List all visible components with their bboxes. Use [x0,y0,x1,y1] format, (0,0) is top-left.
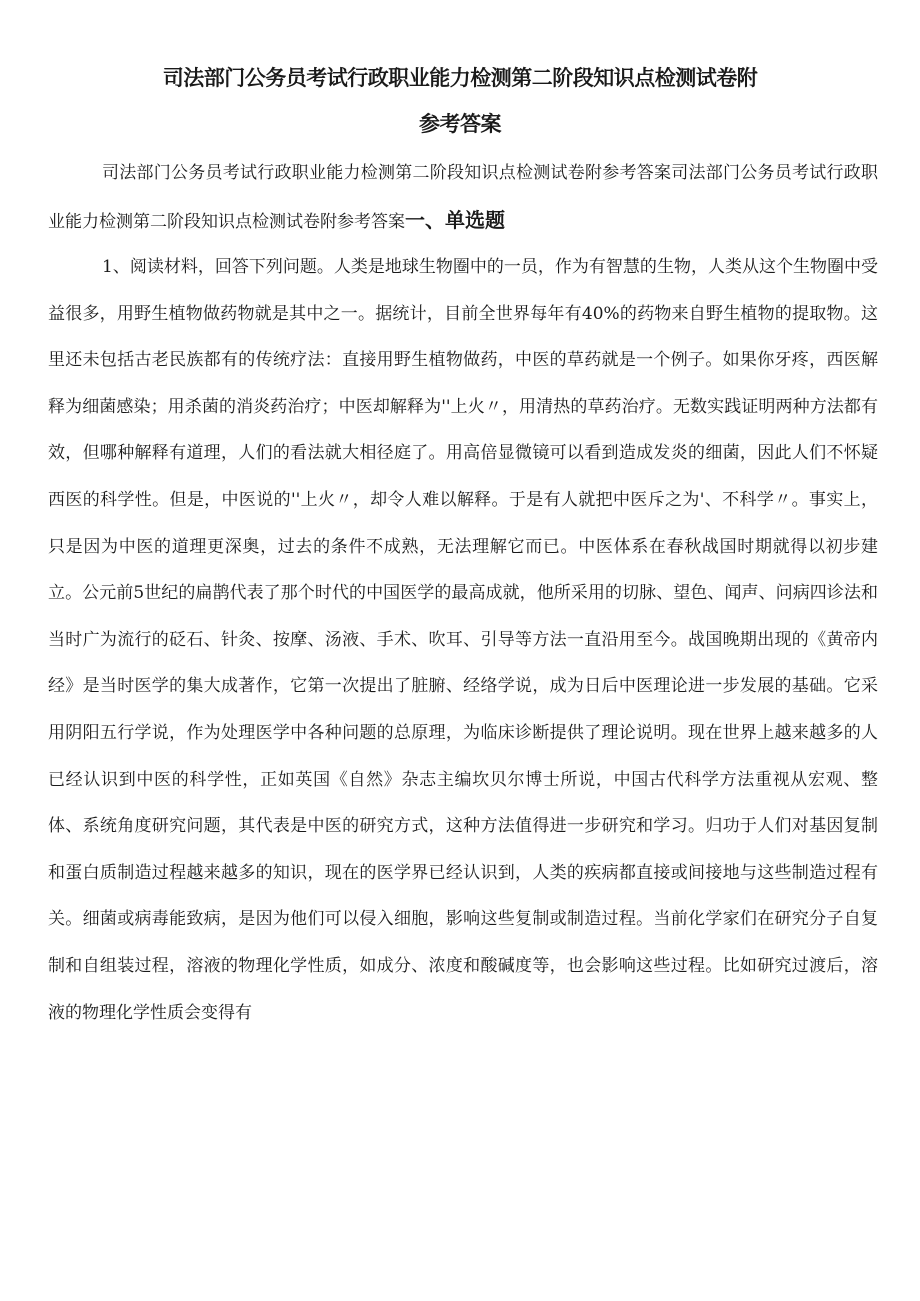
section-heading: 一、单选题 [405,207,505,232]
document-title-line2: 参考答案 [419,112,501,136]
intro-text: 司法部门公务员考试行政职业能力检测第二阶段知识点检测试卷附参考答案司法部门公务员考试行政职业能力检测第二阶段知识点检测试卷附参考答案 [48,163,878,232]
document-title-line1: 司法部门公务员考试行政职业能力检测第二阶段知识点检测试卷附 [162,66,758,90]
intro-paragraph [48,150,878,245]
question-1-paragraph: 1、阅读材料，回答下列问题。人类是地球生物圈中的一员，作为有智慧的生物，人类从这个生物圈中受益很多，用野生植物做药物就是其中之一。据统计，目前全世界每年有40%的药物来自野生植物的提取物。这里还未包括古老民族都有的传统疗法：直接用野生植物做药，中医的草药就是一个例子。如果你牙疼，西医解释为细菌感染；用杀菌的消炎药治疗；中医却解释为''上火〃，用清热的草药治疗。无数实践证明两种方法都有效，但哪种解释有道理，人们的看法就大相径庭了。用高倍显微镜可以看到造成发炎的细菌，因此人们不怀疑西医的科学性。但是，中医说的''上火〃，却令人难以解释。于是有人就把中医斥之为'、不科学〃。事实上，只是因为中医的道理更深奥，过去的条件不成熟，无法理解它而已。中医体系在春秋战国时期就得以初步建立。公元前5世纪的扁鹊代表了那个时代的中国医学的最高成就，他所采用的切脉、望色、闻声、问病四诊法和当时广为流行的砭石、针灸、按摩、汤液、手术、吹耳、引导等方法一直沿用至今。战国晚期出现的《黄帝内经》是当时医学的集大成著作，它第一次提出了脏腑、经络学说，成为日后中医理论进一步发展的基础。它采用阴阳五行学说，作为处理医学中各种问题的总原理，为临床诊断提供了理论说明。现在世界上越来越多的人已经认识到中医的科学性，正如英国《自然》杂志主编坎贝尔博士所说，中国古代科学方法重视从宏观、整体、系统角度研究问题，其代表是中医的研究方式，这种方法值得进一步研究和学习。归功于人们对基因复制和蛋白质制造过程越来越多的知识，现在的医学界已经认识到，人类的疾病都直接或间接地与这些制造过程有关。细菌或病毒能致病，是因为他们可以侵入细胞，影响这些复制或制造过程。当前化学家们在研究分子自复制和自组装过程，溶液的物理化学性质，如成分、浓度和酸碱度等，也会影响这些过程。比如研究过渡后，溶液的物理化学性质会变得有 [48,257,878,1023]
